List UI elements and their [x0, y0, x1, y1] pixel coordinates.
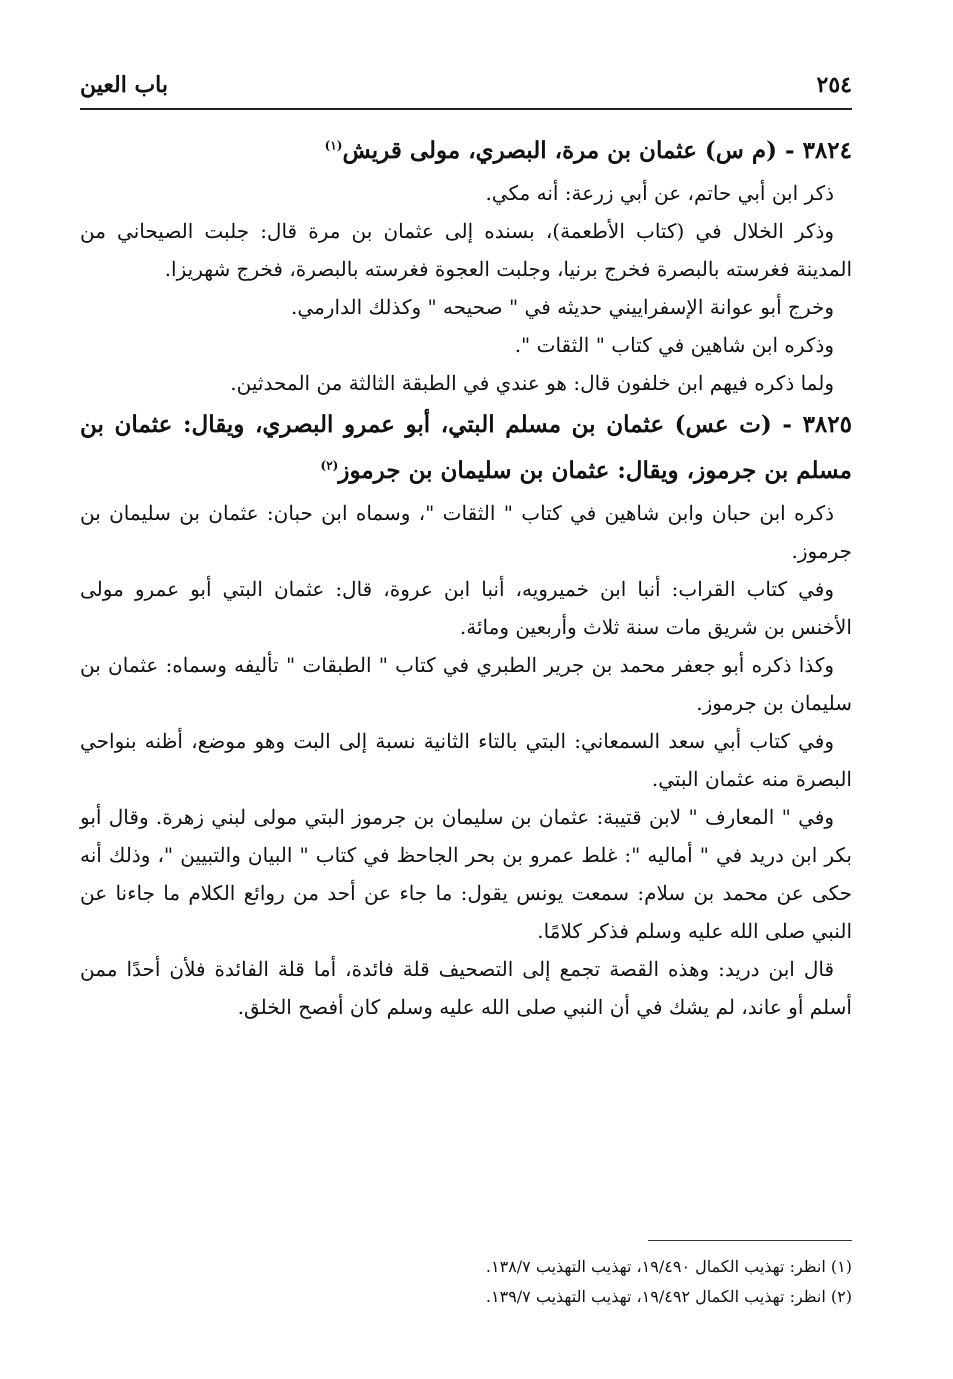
- page-header: [80, 68, 852, 104]
- main-text: [80, 128, 852, 1026]
- footnote-ref[interactable]: (٢): [320, 458, 339, 473]
- entry-title: ٣٨٢٤ - (م س) عثمان بن مرة، البصري، مولى قريش$^{(١)}$: [324, 137, 852, 164]
- paragraph: وخرج أبو عوانة الإسفراييني حديثه في " صحيحه " وكذلك الدارمي.: [291, 295, 834, 319]
- page-number: ٢٥٤: [816, 72, 852, 98]
- entry-3825: [80, 402, 852, 1026]
- header-rule: [80, 108, 852, 110]
- paragraph: قال ابن دريد: وهذه القصة تجمع إلى التصحيف قلة فائدة، أما قلة الفائدة فلأن أحدًا ممن أسلم أو عاند، لم يشك في أن النبي صلى الله عليه وسلم كان أفصح الخلق.: [80, 957, 852, 1019]
- paragraph: ذكر ابن أبي حاتم، عن أبي زرعة: أنه مكي.: [485, 181, 834, 205]
- paragraph: ذكره ابن حبان وابن شاهين في كتاب " الثقات "، وسماه ابن حبان: عثمان بن سليمان بن جرموز.: [80, 501, 852, 563]
- entry-title: ٣٨٢٥ - (ت عس) عثمان بن مسلم البتي، أبو عمرو البصري، ويقال: عثمان بن مسلم بن جرموز، ويقال: عثمان بن سليمان بن جرموز$^{(٢)}$: [80, 411, 852, 484]
- footnotes: [80, 1252, 852, 1312]
- paragraph: وكذا ذكره أبو جعفر محمد بن جرير الطبري في كتاب " الطبقات " تأليفه وسماه: عثمان بن سليمان بن جرموز.: [80, 653, 852, 715]
- footnote: (١) انظر: تهذيب الكمال ١٩/٤٩٠، تهذيب التهذيب ١٣٨/٧.: [485, 1257, 852, 1276]
- paragraph: وذكر الخلال في (كتاب الأطعمة)، بسنده إلى عثمان بن مرة قال: جلبت الصيحاني من المدينة فغرسته بالبصرة فخرج برنيا، وجلبت العجوة فغرسته بالبصرة، فخرج شهريزا.: [80, 219, 852, 281]
- paragraph: وفي " المعارف " لابن قتيبة: عثمان بن سليمان بن جرموز البتي مولى لبني زهرة. وقال أبو بكر ابن دريد في " أماليه ": غلط عمرو بن بحر الجاحظ في كتاب " البيان والتبيين "، وذلك أنه حكى عن محمد بن سلام: سمعت يونس يقول: ما جاء عن أحد من روائع الكلام ما جاءنا عن النبي صلى الله عليه وسلم فذكر كلامًا.: [80, 805, 852, 943]
- paragraph: وفي كتاب القراب: أنبا ابن خميرويه، أنبا ابن عروة، قال: عثمان البتي أبو عمرو مولى الأخنس بن شريق مات سنة ثلاث وأربعين ومائة.: [80, 577, 852, 639]
- footnote: (٢) انظر: تهذيب الكمال ١٩/٤٩٢، تهذيب التهذيب ١٣٩/٧.: [485, 1287, 852, 1306]
- paragraph: ولما ذكره فيهم ابن خلفون قال: هو عندي في الطبقة الثالثة من المحدثين.: [230, 371, 834, 395]
- footnote-ref[interactable]: (١): [324, 138, 343, 153]
- entry-3824: [80, 128, 852, 402]
- running-head: باب العين: [80, 72, 169, 98]
- paragraph: وذكره ابن شاهين في كتاب " الثقات ".: [514, 333, 834, 357]
- footnote-rule: [648, 1240, 852, 1241]
- paragraph: وفي كتاب أبي سعد السمعاني: البتي بالتاء الثانية نسبة إلى البت وهو موضع، أظنه بنواحي البصرة منه عثمان البتي.: [80, 729, 852, 791]
